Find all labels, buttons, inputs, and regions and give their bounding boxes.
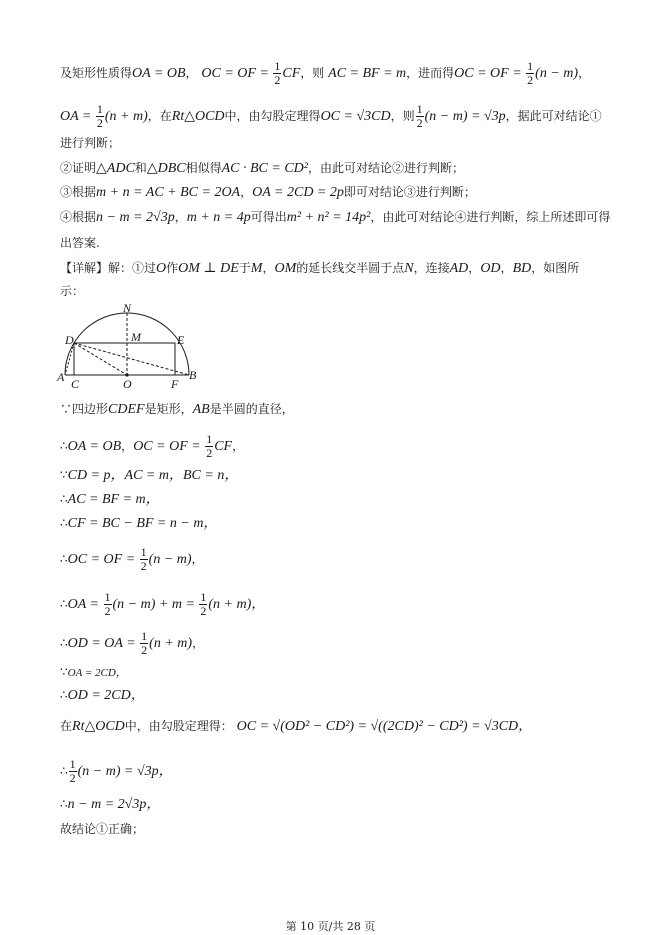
text: ，: [185, 66, 198, 80]
line-6: ④根据n − m = 2√3p，m + n = 4p可得出m² + n² = 14p²，由此可对结论④进行判断，综上所述即可得: [60, 210, 611, 225]
eq: OA = OB: [132, 66, 186, 81]
line-8: 【详解】解：①过O作OM ⊥ DE于M，OM的延长线交半圆于点N，连接AD，OD，BD，如图所: [60, 261, 580, 276]
text: 中，由勾股定理得: [224, 109, 321, 123]
text: 及矩形性质得: [60, 66, 133, 80]
fraction: $\frac{1}{2}$: [96, 102, 103, 130]
text: ，则: [300, 66, 325, 80]
text: ，则: [390, 109, 415, 123]
line-4: ②证明△ADC和△DBC相似得AC · BC = CD²，由此可对结论②进行判断；: [60, 161, 464, 176]
eq: (n − m): [535, 66, 579, 81]
eq: OA =: [60, 109, 95, 124]
label-N: N: [123, 303, 132, 315]
label-B: B: [189, 368, 197, 382]
line-9: 示：: [60, 284, 85, 298]
eq: = √3p: [467, 109, 506, 124]
label-E: E: [177, 333, 185, 347]
line-2: [60, 103, 602, 130]
step-8: ∴OD = OA = $\frac{1}{2}$ (n + m)，: [60, 629, 205, 657]
page-footer: 第 10 页/共 28 页: [285, 920, 376, 933]
label-C: C: [71, 377, 80, 391]
step-1: ∵四边形CDEF是矩形，AB是半圆的直径，: [60, 402, 294, 417]
step-11: 在Rt△OCD中，由勾股定理得： OC = √(OD² − CD²) = √((2CD)² − CD²) = √3CD，: [60, 719, 533, 734]
label-A: A: [57, 370, 65, 384]
label-D: D: [65, 333, 74, 347]
step-9: ∵OA = 2CD，: [60, 665, 127, 679]
fraction: $\frac{1}{2}$: [527, 59, 534, 87]
line-3: 进行判断；: [60, 136, 121, 150]
line-5: ③根据m + n = AC + BC = 2OA，OA = 2CD = 2p即可对结论③进行判断；: [60, 185, 476, 200]
eq: OC = √3CD: [320, 109, 391, 124]
line-7: 出答案.: [60, 236, 100, 250]
line-1: [60, 60, 590, 87]
semicircle-figure: [55, 303, 205, 395]
label-M: M: [131, 330, 141, 344]
step-14: 故结论①正确；: [60, 822, 145, 836]
text: ，: [578, 66, 591, 80]
fraction: $\frac{1}{2}$: [416, 102, 423, 130]
eq: OC = OF =: [201, 66, 273, 81]
step-7: ∴OA = $\frac{1}{2}$ (n − m) + m = $\frac{1}{2}$ (n + m)，: [60, 590, 266, 618]
step-6: ∴OC = OF = $\frac{1}{2}$ (n − m)，: [60, 545, 204, 573]
step-10: ∴OD = 2CD，: [60, 688, 145, 703]
eq: CF: [282, 66, 301, 81]
step-4: ∴AC = BF = m，: [60, 492, 160, 507]
step-5: ∴CF = BC − BF = n − m，: [60, 516, 218, 531]
eq: (n − m): [424, 109, 468, 124]
text: ，在: [147, 109, 172, 123]
text: ，据此可对结论①: [505, 109, 602, 123]
text: ，进而得: [406, 66, 455, 80]
eq: AC = BF = m: [328, 66, 407, 81]
fraction: $\frac{1}{2}$: [274, 59, 281, 87]
eq: (n + m): [104, 109, 148, 124]
step-3: ∵CD = p，AC = m，BC = n，: [60, 468, 239, 483]
step-13: ∴n − m = 2√3p，: [60, 797, 161, 812]
eq: Rt△OCD: [171, 109, 225, 124]
step-2: ∴OA = OB，OC = OF = $\frac{1}{2}$ CF，: [60, 432, 245, 460]
label-F: F: [171, 377, 179, 391]
label-O: O: [123, 377, 132, 391]
eq: OC = OF =: [454, 66, 526, 81]
step-12: ∴ $\frac{1}{2}$ (n − m) = √3p，: [60, 757, 173, 785]
